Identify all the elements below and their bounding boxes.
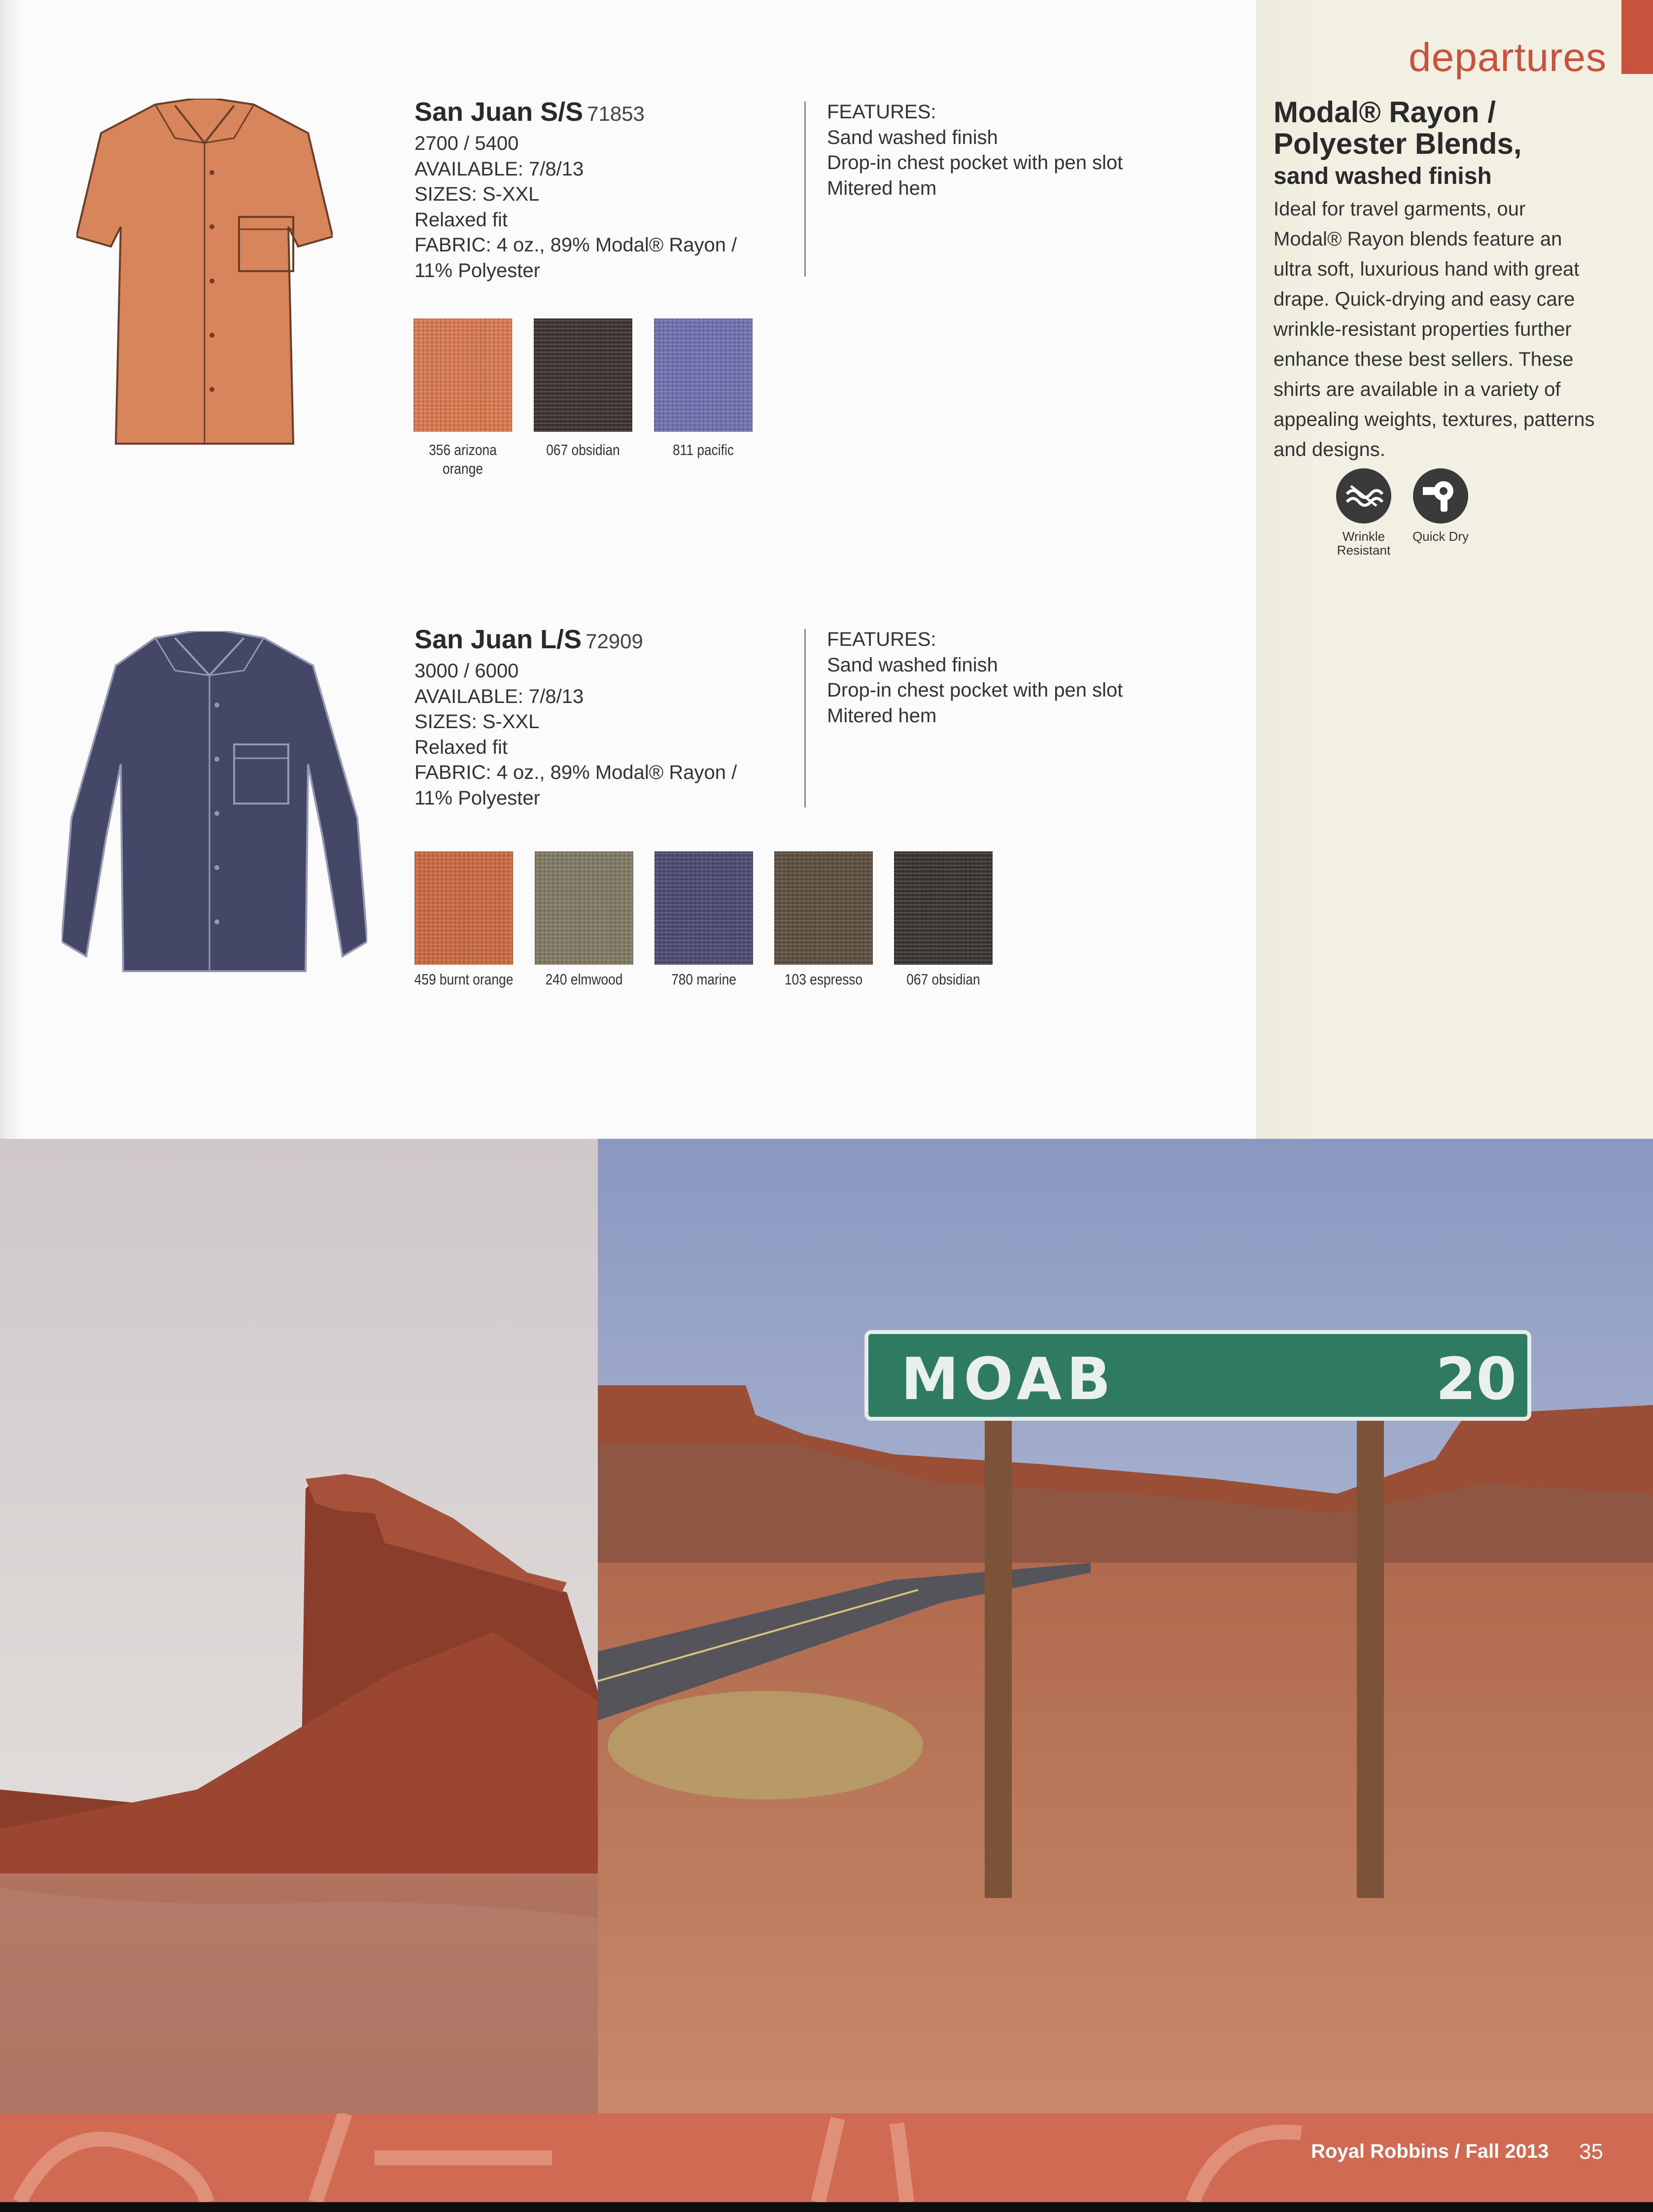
product-name: San Juan S/S	[414, 97, 584, 127]
sizes-line: SIZES: S-XXL	[414, 711, 540, 733]
feature-item: Mitered hem	[827, 704, 937, 727]
product-san-juan-ls	[0, 621, 1256, 1163]
section-tab	[1621, 0, 1653, 74]
feature-item: Sand washed finish	[827, 654, 998, 676]
price-line: 2700 / 5400	[414, 133, 519, 154]
care-label: Quick Dry	[1412, 529, 1469, 544]
swatch-780-marine	[654, 851, 753, 965]
page-number: 35	[1579, 2140, 1603, 2164]
feature-item: Sand washed finish	[827, 126, 998, 148]
publication-name: Royal Robbins / Fall 2013	[1311, 2141, 1549, 2162]
features-list	[827, 100, 1123, 201]
sign-distance: 20	[1436, 1345, 1517, 1413]
price-line: 3000 / 6000	[414, 660, 519, 682]
fabric-line-2: 11% Polyester	[414, 259, 540, 281]
features-heading: FEATURES:	[827, 101, 936, 123]
photo-desert-butte	[0, 1139, 598, 2113]
fit-line: Relaxed fit	[414, 736, 508, 758]
photo-moab-road-sign	[598, 1139, 1653, 2113]
style-code: 71853	[587, 102, 645, 125]
swatch-356-arizona-orange	[413, 318, 512, 432]
care-label: Wrinkle Resistant	[1337, 529, 1391, 558]
wrinkle-resistant-icon	[1336, 468, 1391, 524]
fabric-line: FABRIC: 4 oz., 89% Modal® Rayon /	[414, 234, 737, 256]
swatch-label: 067 obsidian	[906, 971, 980, 988]
swatch-811-pacific	[654, 318, 753, 432]
sizes-line: SIZES: S-XXL	[414, 183, 540, 205]
swatch-459-burnt-orange	[414, 851, 513, 965]
product-name: San Juan L/S	[414, 625, 582, 654]
features-list	[827, 627, 1123, 729]
sign-city: MOAB	[901, 1345, 1116, 1413]
product-specs	[414, 659, 737, 811]
swatch-103-espresso	[774, 851, 873, 965]
features-heading: FEATURES:	[827, 629, 936, 650]
divider	[804, 102, 806, 277]
swatch-label: 103 espresso	[784, 971, 863, 988]
fabric-line: FABRIC: 4 oz., 89% Modal® Rayon /	[414, 762, 737, 783]
swatch-label: 356 arizona orange	[429, 441, 497, 477]
sidebar-title: Modal® Rayon / Polyester Blends,	[1274, 96, 1522, 160]
long-sleeve-shirt-illustration	[62, 631, 367, 988]
product-san-juan-ss	[0, 94, 1256, 636]
scan-edge	[0, 2202, 1653, 2212]
fit-line: Relaxed fit	[414, 209, 508, 231]
product-title	[414, 624, 643, 655]
availability-line: AVAILABLE: 7/8/13	[414, 685, 584, 707]
hair-dryer-icon	[1413, 468, 1468, 524]
swatch-label: 780 marine	[671, 971, 736, 988]
product-title	[414, 97, 645, 127]
sidebar-description: Ideal for travel garments, our Modal® Rayon blends feature an ultra soft, luxurious hand with great drape. Quick-drying and easy care wrinkle-resistant properties further enhance these best sellers. These shirts are available in a variety of appealing weights, textures, patterns and designs.	[1274, 198, 1595, 460]
swatch-067-obsidian	[894, 851, 993, 965]
fabric-line-2: 11% Polyester	[414, 787, 540, 809]
collection-name: departures	[1409, 35, 1607, 80]
swatch-label: 459 burnt orange	[414, 971, 514, 988]
sidebar-subtitle: sand washed finish	[1274, 163, 1492, 189]
product-specs	[414, 131, 737, 283]
short-sleeve-shirt-illustration	[76, 99, 333, 456]
swatch-label: 811 pacific	[672, 441, 734, 458]
feature-item: Drop-in chest pocket with pen slot	[827, 152, 1123, 174]
care-wrinkle-resistant	[1327, 468, 1401, 557]
swatch-067-obsidian	[534, 318, 632, 432]
feature-item: Drop-in chest pocket with pen slot	[827, 679, 1123, 701]
style-code: 72909	[585, 630, 643, 653]
availability-line: AVAILABLE: 7/8/13	[414, 158, 584, 180]
swatch-240-elmwood	[535, 851, 633, 965]
swatch-label: 240 elmwood	[545, 971, 623, 988]
feature-item: Mitered hem	[827, 177, 937, 199]
swatch-label: 067 obsidian	[546, 441, 620, 458]
care-quick-dry	[1404, 468, 1478, 543]
divider	[804, 629, 806, 808]
